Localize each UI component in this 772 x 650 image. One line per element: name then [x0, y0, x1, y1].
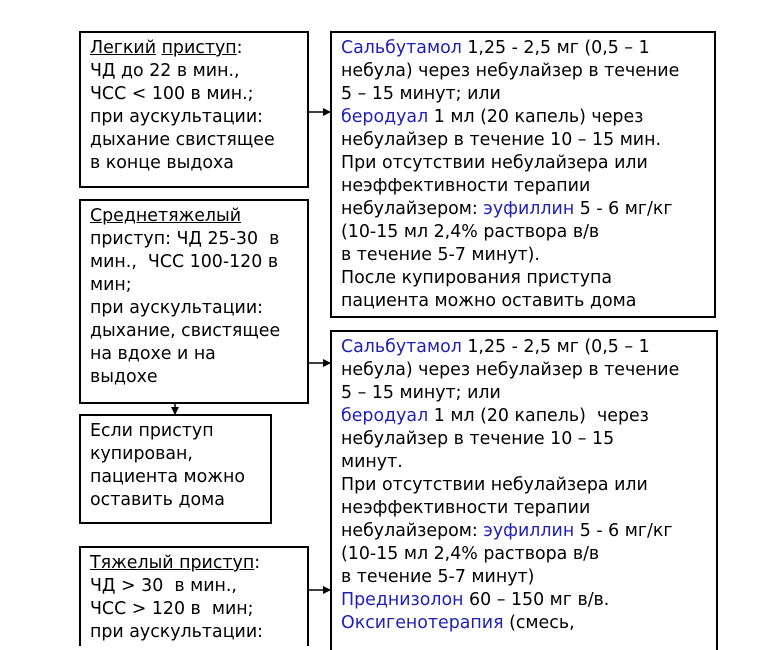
mild-line: дыхание свистящее: [90, 130, 275, 150]
moderate-line: при аускультации:: [90, 298, 263, 318]
treatment-moderate-box: [330, 330, 718, 650]
treatment-line: небулайзером: эуфиллин 5 - 6 мг/кг: [341, 521, 673, 541]
treatment-line: небулайзер в течение 10 – 15 мин.: [341, 130, 662, 150]
treatment-line: небулайзером: эуфиллин 5 - 6 мг/кг: [341, 199, 673, 219]
mild-line: ЧСС < 100 в мин.;: [90, 84, 254, 104]
treatment-line: Сальбутамол 1,25 - 2,5 мг (0,5 – 1: [341, 38, 650, 58]
moderate-line: мин;: [90, 275, 132, 295]
treatment-line: 5 – 15 минут; или: [341, 383, 501, 403]
treatment-line: в течение 5-7 минут).: [341, 245, 540, 265]
treatment-line: неэффективности терапии: [341, 498, 591, 518]
severe-line: при аускультации:: [90, 622, 263, 642]
treatment-line: Сальбутамол 1,25 - 2,5 мг (0,5 – 1: [341, 337, 650, 357]
severe-attack-box: [79, 546, 309, 646]
moderate-line: выдохе: [90, 367, 158, 387]
treatment-line: беродуал 1 мл (20 капель) через: [341, 406, 649, 426]
treatment-line: неэффективности терапии: [341, 176, 591, 196]
severe-heading: Тяжелый приступ:: [90, 553, 261, 573]
treatment-line: (10-15 мл 2,4% раствора в/в: [341, 222, 600, 242]
treatment-line: При отсутствии небулайзера или: [341, 475, 648, 495]
stopped-line: пациента можно: [90, 467, 245, 487]
severe-line: ЧСС > 120 в мин;: [90, 599, 254, 619]
mild-line: ЧД до 22 в мин.,: [90, 61, 240, 81]
stopped-line: Если приступ: [90, 421, 214, 441]
attack-stopped-box: [79, 414, 272, 524]
treatment-line: (10-15 мл 2,4% раствора в/в: [341, 544, 600, 564]
drug-name: эуфиллин: [483, 521, 575, 541]
treatment-line: При отсутствии небулайзера или: [341, 153, 648, 173]
treatment-line: После купирования приступа: [341, 268, 613, 288]
moderate-line: мин., ЧСС 100-120 в: [90, 252, 279, 272]
drug-name: беродуал: [341, 107, 429, 127]
treatment-line: минут.: [341, 452, 403, 472]
severe-line: ЧД > 30 в мин.,: [90, 576, 237, 596]
treatment-line: небула) через небулайзер в течение: [341, 61, 680, 81]
stopped-line: купирован,: [90, 444, 193, 464]
drug-name: эуфиллин: [483, 199, 575, 219]
drug-name: Сальбутамол: [341, 337, 462, 357]
mild-line: в конце выдоха: [90, 153, 234, 173]
mild-line: при аускультации:: [90, 107, 263, 127]
stopped-line: оставить дома: [90, 490, 225, 510]
moderate-heading: Среднетяжелый: [90, 206, 242, 226]
drug-name: Преднизолон: [341, 590, 464, 610]
treatment-line: 5 – 15 минут; или: [341, 84, 501, 104]
treatment-line: небулайзер в течение 10 – 15: [341, 429, 615, 449]
treatment-line: пациента можно оставить дома: [341, 291, 637, 311]
moderate-line: приступ: ЧД 25-30 в: [90, 229, 280, 249]
treatment-line: Оксигенотерапия (смесь,: [341, 613, 575, 633]
drug-name: беродуал: [341, 406, 429, 426]
moderate-attack-box: [79, 199, 309, 404]
treatment-line: в течение 5-7 минут): [341, 567, 535, 587]
moderate-line: дыхание, свистящее: [90, 321, 281, 341]
mild-heading: Легкий приступ:: [90, 38, 243, 58]
treatment-mild-box: [330, 31, 716, 318]
treatment-line: беродуал 1 мл (20 капель) через: [341, 107, 644, 127]
drug-name: Сальбутамол: [341, 38, 462, 58]
treatment-line: Преднизолон 60 – 150 мг в/в.: [341, 590, 610, 610]
moderate-line: на вдохе и на: [90, 344, 216, 364]
drug-name: Оксигенотерапия: [341, 613, 504, 633]
mild-attack-box: [79, 31, 309, 188]
treatment-line: небула) через небулайзер в течение: [341, 360, 680, 380]
